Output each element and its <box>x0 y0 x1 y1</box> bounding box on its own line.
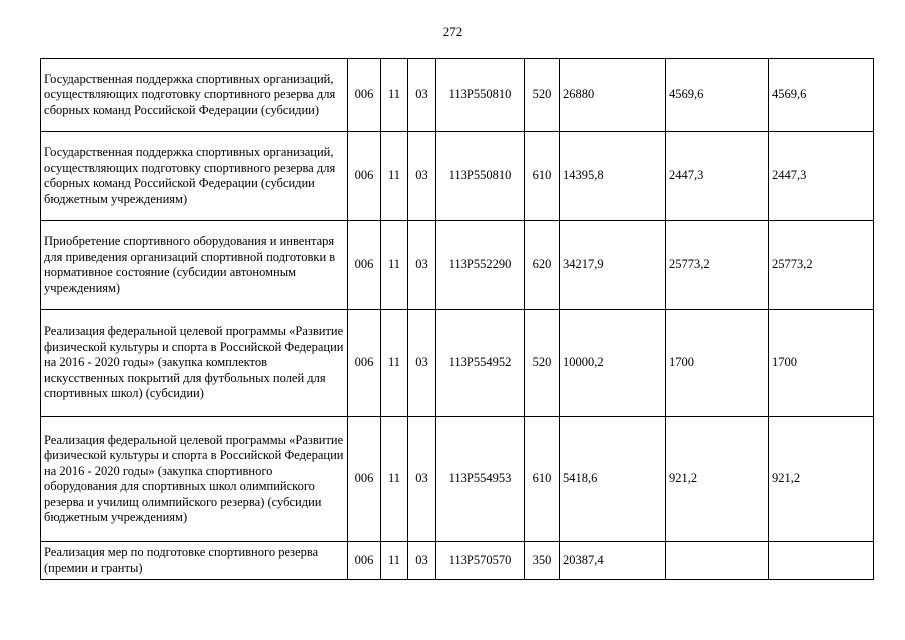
year3-amount-cell: 25773,2 <box>769 221 874 310</box>
table-row <box>41 59 874 132</box>
amount-cell: 5418,6 <box>560 417 666 542</box>
row-name: Реализация федеральной целевой программы «Развитие физической культуры и спорта в Российской Федерации на 2016 - 2020 годы» (закупка спортивного оборудования для спортивных школ олимпийского резерва и училищ олимпийского резерва) (субсидии бюджетным учреждениям) <box>41 417 348 542</box>
year2-amount-cell: 2447,3 <box>666 132 769 221</box>
target-code: 113P552290 <box>436 221 525 310</box>
table-row <box>41 310 874 417</box>
target-code: 113P570570 <box>436 542 525 580</box>
expense-type-code: 520 <box>525 310 560 417</box>
section-code: 11 <box>381 417 408 542</box>
ministry-code: 006 <box>348 417 381 542</box>
budget-table <box>40 58 874 580</box>
year3-amount-cell: 2447,3 <box>769 132 874 221</box>
expense-type-code: 350 <box>525 542 560 580</box>
table-row <box>41 542 874 580</box>
row-name: Приобретение спортивного оборудования и инвентаря для приведения организаций спортивной подготовки в нормативное состояние (субсидии автономным учреждениям) <box>41 221 348 310</box>
ministry-code: 006 <box>348 542 381 580</box>
year2-amount-cell <box>666 542 769 580</box>
year3-amount-cell: 921,2 <box>769 417 874 542</box>
row-name: Государственная поддержка спортивных организаций, осуществляющих подготовку спортивного резерва для сборных команд Российской Федерации (субсидии) <box>41 59 348 132</box>
table-body <box>41 59 874 580</box>
table-row <box>41 221 874 310</box>
ministry-code: 006 <box>348 132 381 221</box>
target-code: 113P550810 <box>436 59 525 132</box>
expense-type-code: 620 <box>525 221 560 310</box>
year3-amount-cell <box>769 542 874 580</box>
subsection-code: 03 <box>408 417 436 542</box>
subsection-code: 03 <box>408 59 436 132</box>
section-code: 11 <box>381 59 408 132</box>
year2-amount-cell: 25773,2 <box>666 221 769 310</box>
ministry-code: 006 <box>348 310 381 417</box>
amount-cell: 14395,8 <box>560 132 666 221</box>
subsection-code: 03 <box>408 542 436 580</box>
row-name: Реализация мер по подготовке спортивного резерва (премии и гранты) <box>41 542 348 580</box>
section-code: 11 <box>381 132 408 221</box>
page-number: 272 <box>442 24 463 39</box>
amount-cell: 20387,4 <box>560 542 666 580</box>
row-name: Государственная поддержка спортивных организаций, осуществляющих подготовку спортивного резерва для сборных команд Российской Федерации (субсидии бюджетным учреждениям) <box>41 132 348 221</box>
target-code: 113P550810 <box>436 132 525 221</box>
amount-cell: 34217,9 <box>560 221 666 310</box>
subsection-code: 03 <box>408 132 436 221</box>
subsection-code: 03 <box>408 221 436 310</box>
target-code: 113P554952 <box>436 310 525 417</box>
year3-amount-cell: 4569,6 <box>769 59 874 132</box>
row-name: Реализация федеральной целевой программы «Развитие физической культуры и спорта в Российской Федерации на 2016 - 2020 годы» (закупка комплектов искусственных покрытий для футбольных полей для спортивных школ) (субсидии) <box>41 310 348 417</box>
expense-type-code: 610 <box>525 417 560 542</box>
table-row <box>41 132 874 221</box>
target-code: 113P554953 <box>436 417 525 542</box>
year2-amount-cell: 4569,6 <box>666 59 769 132</box>
expense-type-code: 520 <box>525 59 560 132</box>
year2-amount-cell: 921,2 <box>666 417 769 542</box>
section-code: 11 <box>381 221 408 310</box>
amount-cell: 10000,2 <box>560 310 666 417</box>
subsection-code: 03 <box>408 310 436 417</box>
table-row <box>41 417 874 542</box>
ministry-code: 006 <box>348 221 381 310</box>
ministry-code: 006 <box>348 59 381 132</box>
year2-amount-cell: 1700 <box>666 310 769 417</box>
expense-type-code: 610 <box>525 132 560 221</box>
year3-amount-cell: 1700 <box>769 310 874 417</box>
amount-cell: 26880 <box>560 59 666 132</box>
section-code: 11 <box>381 542 408 580</box>
section-code: 11 <box>381 310 408 417</box>
